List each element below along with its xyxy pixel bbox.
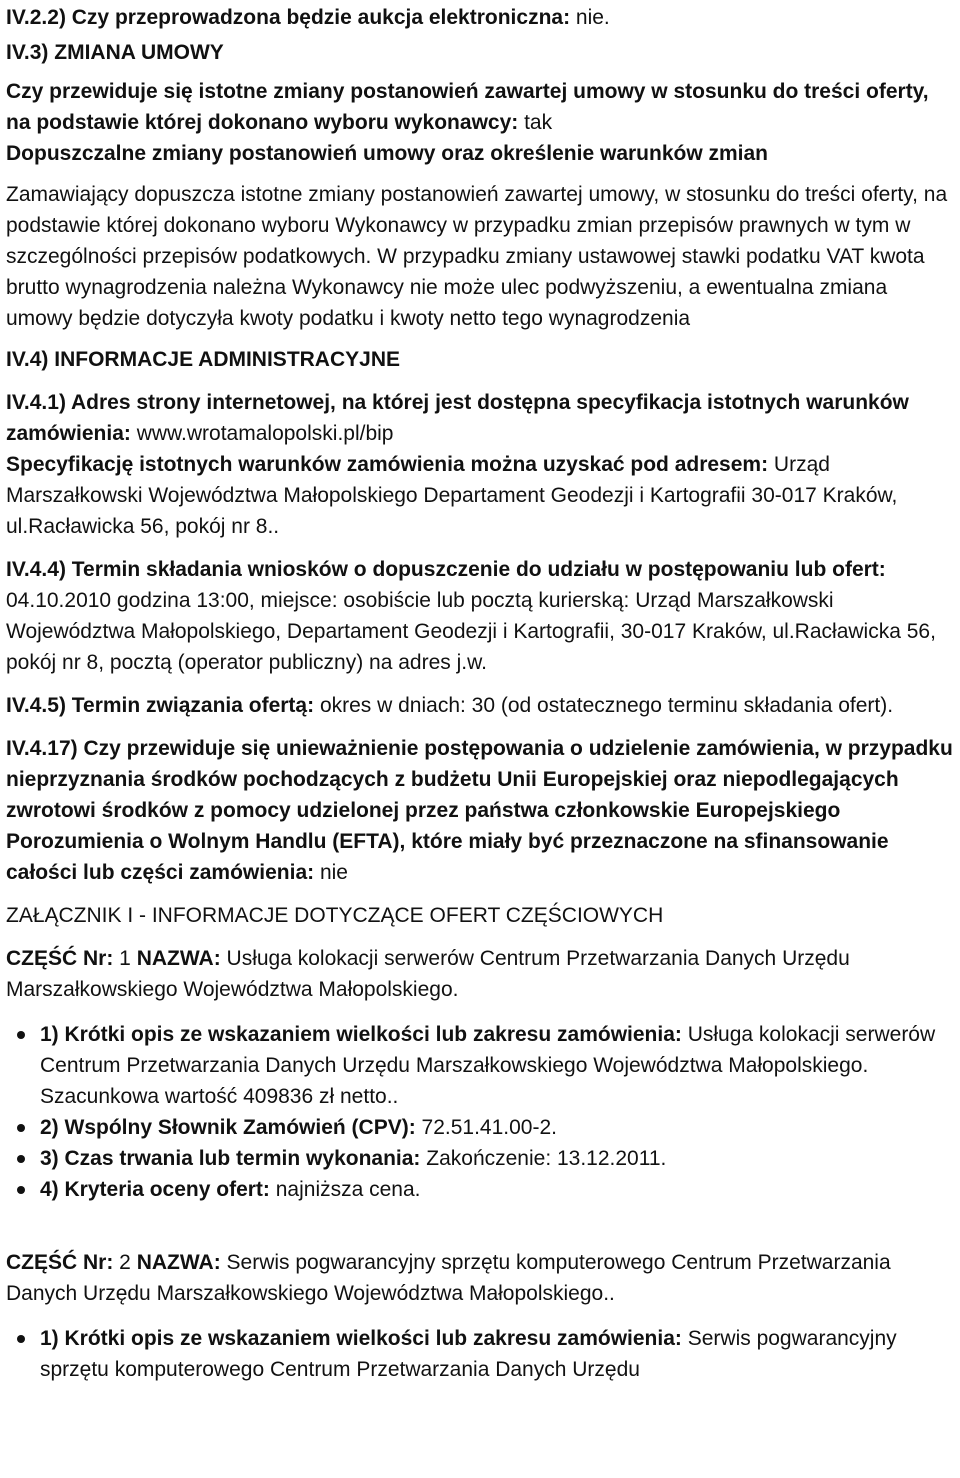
annulment-question bbox=[6, 733, 956, 888]
part-1-name: Usługa kolokacji serwerów Centrum Przetwarzania Danych Urzędu Marszałkowskiego Województwa Małopolskiego. bbox=[6, 947, 850, 1001]
allowed-changes-text: Zamawiający dopuszcza istotne zmiany postanowień zawartej umowy, w stosunku do treści oferty, na podstawie której dokonano wyboru Wykonawcy w przypadku zmian przepisów prawnych w tym w szczególności przepisów podatkowych. W przypadku zmiany ustawowej stawki podatku VAT kwota brutto wynagrodzenia należna Wykonawcy nie może ulec podwyższeniu, a ewentualna zmiana umowy będzie dotyczyła kwoty podatku i kwoty netto tego wynagrodzenia bbox=[6, 183, 948, 330]
part-1-nr: 1 bbox=[113, 947, 137, 970]
annulment-value: nie bbox=[314, 861, 348, 884]
part-2-nr: 2 bbox=[113, 1251, 137, 1274]
list-item: 1) Krótki opis ze wskazaniem wielkości lub zakresu zamówienia: Serwis pogwarancyjny sprzętu komputerowego Centrum Przetwarzania Danych Urzędu bbox=[6, 1323, 956, 1385]
auction-label: IV.2.2) Czy przeprowadzona będzie aukcja elektroniczna: bbox=[6, 6, 571, 29]
deadline-label: IV.4.4) Termin składania wniosków o dopuszczenie do udziału w postępowaniu lub ofert: bbox=[6, 558, 886, 581]
part-2-name: Serwis pogwarancyjny sprzętu komputerowego Centrum Przetwarzania Danych Urzędu Marszałkowskiego Województwa Małopolskiego.. bbox=[6, 1251, 891, 1305]
part-1-header bbox=[6, 943, 956, 1005]
list-item: 3) Czas trwania lub termin wykonania: Zakończenie: 13.12.2011. bbox=[6, 1143, 956, 1174]
list-item: 1) Krótki opis ze wskazaniem wielkości lub zakresu zamówienia: Usługa kolokacji serwerów Centrum Przetwarzania Danych Urzędu Marszałkowskiego Województwa Małopolskiego. Szacunkowa wartość 409836 zł netto.. bbox=[6, 1019, 956, 1112]
list-item: 2) Wspólny Słownik Zamówień (CPV): 72.51.41.00-2. bbox=[6, 1112, 956, 1143]
contract-change-question bbox=[6, 76, 956, 138]
deadline-value: 04.10.2010 godzina 13:00, miejsce: osobiście lub pocztą kurierską: Urząd Marszałkowski Województwa Małopolskiego, Departament Geodezji i Kartografii, 30-017 Kraków, ul.Racławicka 56, pokój nr 8, pocztą (operator publiczny) na adres j.w. bbox=[6, 589, 936, 674]
spec-address-value: Urząd Marszałkowski Województwa Małopolskiego Departament Geodezji i Kartografii 30-017 Kraków, ul.Racławicka 56, pokój nr 8.. bbox=[6, 453, 898, 538]
part-1-nr-label: CZĘŚĆ Nr: bbox=[6, 947, 114, 970]
part-2-details bbox=[6, 1323, 956, 1385]
spec-address-label: Specyfikację istotnych warunków zamówienia można uzyskać pod adresem: bbox=[6, 453, 769, 476]
binding-period-value: okres w dniach: 30 (od ostatecznego terminu składania ofert). bbox=[314, 694, 894, 717]
spec-website-question bbox=[6, 387, 956, 449]
contract-change-heading: IV.3) ZMIANA UMOWY bbox=[6, 41, 224, 64]
spec-address-question bbox=[6, 449, 956, 542]
contract-change-label: Czy przewiduje się istotne zmiany postanowień zawartej umowy w stosunku do treści oferty, na podstawie której dokonano wyboru wykonawcy: bbox=[6, 80, 929, 134]
part-2-nr-label: CZĘŚĆ Nr: bbox=[6, 1251, 114, 1274]
allowed-changes-heading: Dopuszczalne zmiany postanowień umowy oraz określenie warunków zmian bbox=[6, 142, 769, 165]
part-1-details bbox=[6, 1019, 956, 1205]
binding-period-question bbox=[6, 690, 956, 721]
annex-title: ZAŁĄCZNIK I - INFORMACJE DOTYCZĄCE OFERT CZĘŚCIOWYCH bbox=[6, 904, 664, 927]
part-1-name-label: NAZWA: bbox=[136, 947, 221, 970]
admin-info-heading: IV.4) INFORMACJE ADMINISTRACYJNE bbox=[6, 348, 400, 371]
part-2-header bbox=[6, 1247, 956, 1309]
deadline-question bbox=[6, 554, 956, 678]
part-2-name-label: NAZWA: bbox=[136, 1251, 221, 1274]
auction-question bbox=[6, 2, 956, 33]
auction-value: nie. bbox=[570, 6, 610, 29]
spec-website-label: IV.4.1) Adres strony internetowej, na której jest dostępna specyfikacja istotnych warunków zamówienia: bbox=[6, 391, 909, 445]
binding-period-label: IV.4.5) Termin związania ofertą: bbox=[6, 694, 315, 717]
spec-website-value: www.wrotamalopolski.pl/bip bbox=[130, 422, 394, 445]
list-item: 4) Kryteria oceny ofert: najniższa cena. bbox=[6, 1174, 956, 1205]
contract-change-value: tak bbox=[518, 111, 553, 134]
annulment-label: IV.4.17) Czy przewiduje się unieważnienie postępowania o udzielenie zamówienia, w przypadku nieprzyznania środków pochodzących z budżetu Unii Europejskiej oraz niepodlegających zwrotowi środków z pomocy udzielonej przez państwa członkowskie Europejskiego Porozumienia o Wolnym Handlu (EFTA), które miały być przeznaczone na sfinansowanie całości lub części zamówienia: bbox=[6, 737, 953, 884]
